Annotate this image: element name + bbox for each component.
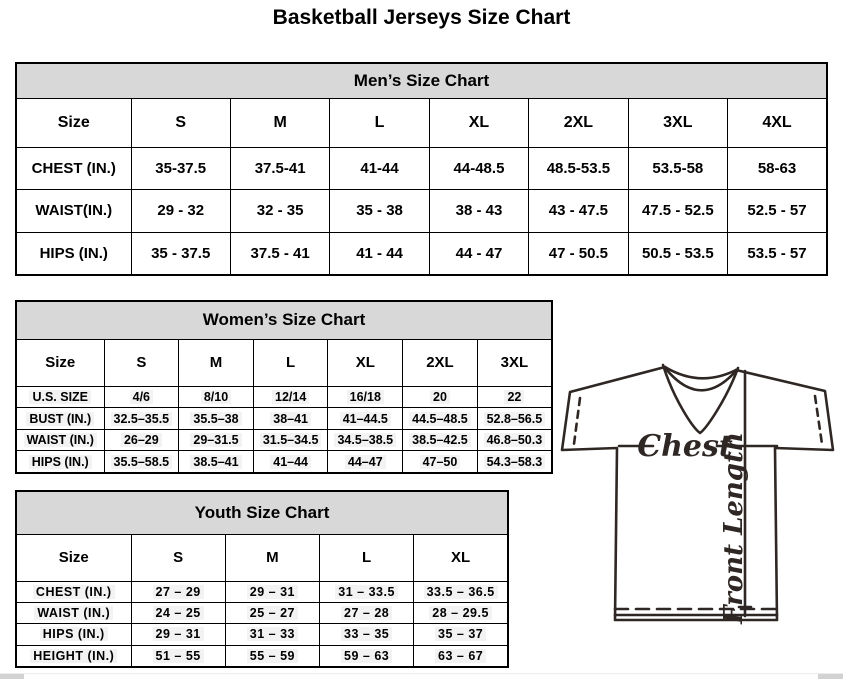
measure-value-cell: 35.5–58.5 [104,451,179,473]
measure-value-cell: 31 – 33.5 [320,581,414,602]
measure-row-label: HIPS (IN.) [16,232,131,275]
size-column-header: XL [429,99,528,147]
scrollbar-left-cap[interactable] [0,674,24,679]
measure-value-cell: 37.5-41 [230,147,329,189]
measure-value-cell: 38–41 [253,408,328,430]
measure-value-cell: 51 – 55 [131,645,225,667]
jersey-collar-arc-shallow [665,367,736,378]
jersey-right-sleeve-dashes [815,396,822,444]
size-column-header: M [225,534,319,581]
horizontal-scrollbar[interactable] [0,673,843,679]
jersey-left-sleeve-dashes [574,398,580,444]
measure-value-cell: 41–44.5 [328,408,403,430]
measure-row-label: BUST (IN.) [16,408,104,430]
measure-value-cell: 44–47 [328,451,403,473]
measure-value-cell: 4/6 [104,386,179,408]
size-column-header: XL [328,339,403,386]
measure-value-cell: 8/10 [179,386,254,408]
chest-label: Chest [637,429,733,464]
measure-value-cell: 29 - 32 [131,190,230,232]
measure-value-cell: 63 – 67 [414,645,508,667]
size-column-header: L [320,534,414,581]
scrollbar-right-cap[interactable] [818,674,843,679]
table-title: Youth Size Chart [16,491,508,534]
measure-value-cell: 32.5–35.5 [104,408,179,430]
size-column-header: L [253,339,328,386]
measure-value-cell: 38.5–42.5 [403,429,478,451]
measure-value-cell: 52.8–56.5 [477,408,552,430]
measure-row-label: WAIST (IN.) [16,429,104,451]
measure-value-cell: 55 – 59 [225,645,319,667]
measure-value-cell: 41-44 [330,147,429,189]
measure-value-cell: 43 - 47.5 [529,190,628,232]
measure-row-label: WAIST (IN.) [16,602,131,623]
measure-row-label: HIPS (IN.) [16,624,131,645]
measure-value-cell: 27 – 28 [320,602,414,623]
size-header-label: Size [16,534,131,581]
measure-value-cell: 52.5 - 57 [728,190,827,232]
size-column-header: S [131,534,225,581]
measure-value-cell: 35 - 37.5 [131,232,230,275]
measure-value-cell: 35 - 38 [330,190,429,232]
measure-value-cell: 58-63 [728,147,827,189]
measure-value-cell: 32 - 35 [230,190,329,232]
size-column-header: 2XL [529,99,628,147]
size-column-header: 4XL [728,99,827,147]
measure-value-cell: 16/18 [328,386,403,408]
table-title: Men’s Size Chart [16,63,827,99]
measure-value-cell: 44 - 47 [429,232,528,275]
size-header-label: Size [16,99,131,147]
measure-value-cell: 29 – 31 [225,581,319,602]
measure-value-cell: 44.5–48.5 [403,408,478,430]
measure-value-cell: 28 – 29.5 [414,602,508,623]
measure-value-cell: 29–31.5 [179,429,254,451]
size-column-header: L [330,99,429,147]
size-column-header: 3XL [628,99,727,147]
measure-value-cell: 31.5–34.5 [253,429,328,451]
measure-row-label: CHEST (IN.) [16,581,131,602]
front-length-label: Front Length [719,432,749,624]
size-column-header: XL [414,534,508,581]
measure-value-cell: 48.5-53.5 [529,147,628,189]
size-column-header: M [179,339,254,386]
measure-value-cell: 53.5-58 [628,147,727,189]
womens-size-chart-table [15,300,553,474]
measure-value-cell: 59 – 63 [320,645,414,667]
measure-row-label: HEIGHT (IN.) [16,645,131,667]
jersey-body-outline [562,367,833,620]
measure-value-cell: 47 - 50.5 [529,232,628,275]
measure-value-cell: 27 – 29 [131,581,225,602]
size-header-label: Size [16,339,104,386]
measure-value-cell: 46.8–50.3 [477,429,552,451]
measure-value-cell: 33.5 – 36.5 [414,581,508,602]
measure-value-cell: 26–29 [104,429,179,451]
size-column-header: S [104,339,179,386]
jersey-measurement-diagram [556,358,843,626]
measure-value-cell: 50.5 - 53.5 [628,232,727,275]
measure-value-cell: 38 - 43 [429,190,528,232]
measure-value-cell: 38.5–41 [179,451,254,473]
measure-value-cell: 35.5–38 [179,408,254,430]
measure-value-cell: 22 [477,386,552,408]
measure-value-cell: 53.5 - 57 [728,232,827,275]
size-column-header: 3XL [477,339,552,386]
measure-value-cell: 35-37.5 [131,147,230,189]
measure-value-cell: 44-48.5 [429,147,528,189]
measure-value-cell: 29 – 31 [131,624,225,645]
measure-value-cell: 25 – 27 [225,602,319,623]
size-column-header: S [131,99,230,147]
mens-size-chart-table [15,62,828,276]
measure-value-cell: 33 – 35 [320,624,414,645]
measure-value-cell: 54.3–58.3 [477,451,552,473]
table-title: Women’s Size Chart [16,301,552,339]
size-column-header: 2XL [403,339,478,386]
measure-row-label: HIPS (IN.) [16,451,104,473]
measure-value-cell: 41 - 44 [330,232,429,275]
measure-value-cell: 47–50 [403,451,478,473]
measure-value-cell: 35 – 37 [414,624,508,645]
page-title: Basketball Jerseys Size Chart [272,6,571,29]
measure-value-cell: 34.5–38.5 [328,429,403,451]
measure-value-cell: 20 [403,386,478,408]
jersey-outline-graphic [556,358,843,626]
measure-row-label: U.S. SIZE [16,386,104,408]
measure-value-cell: 37.5 - 41 [230,232,329,275]
measure-value-cell: 24 – 25 [131,602,225,623]
measure-value-cell: 12/14 [253,386,328,408]
measure-value-cell: 31 – 33 [225,624,319,645]
measure-row-label: WAIST(IN.) [16,190,131,232]
youth-size-chart-table [15,490,509,668]
measure-row-label: CHEST (IN.) [16,147,131,189]
size-column-header: M [230,99,329,147]
measure-value-cell: 41–44 [253,451,328,473]
measure-value-cell: 47.5 - 52.5 [628,190,727,232]
